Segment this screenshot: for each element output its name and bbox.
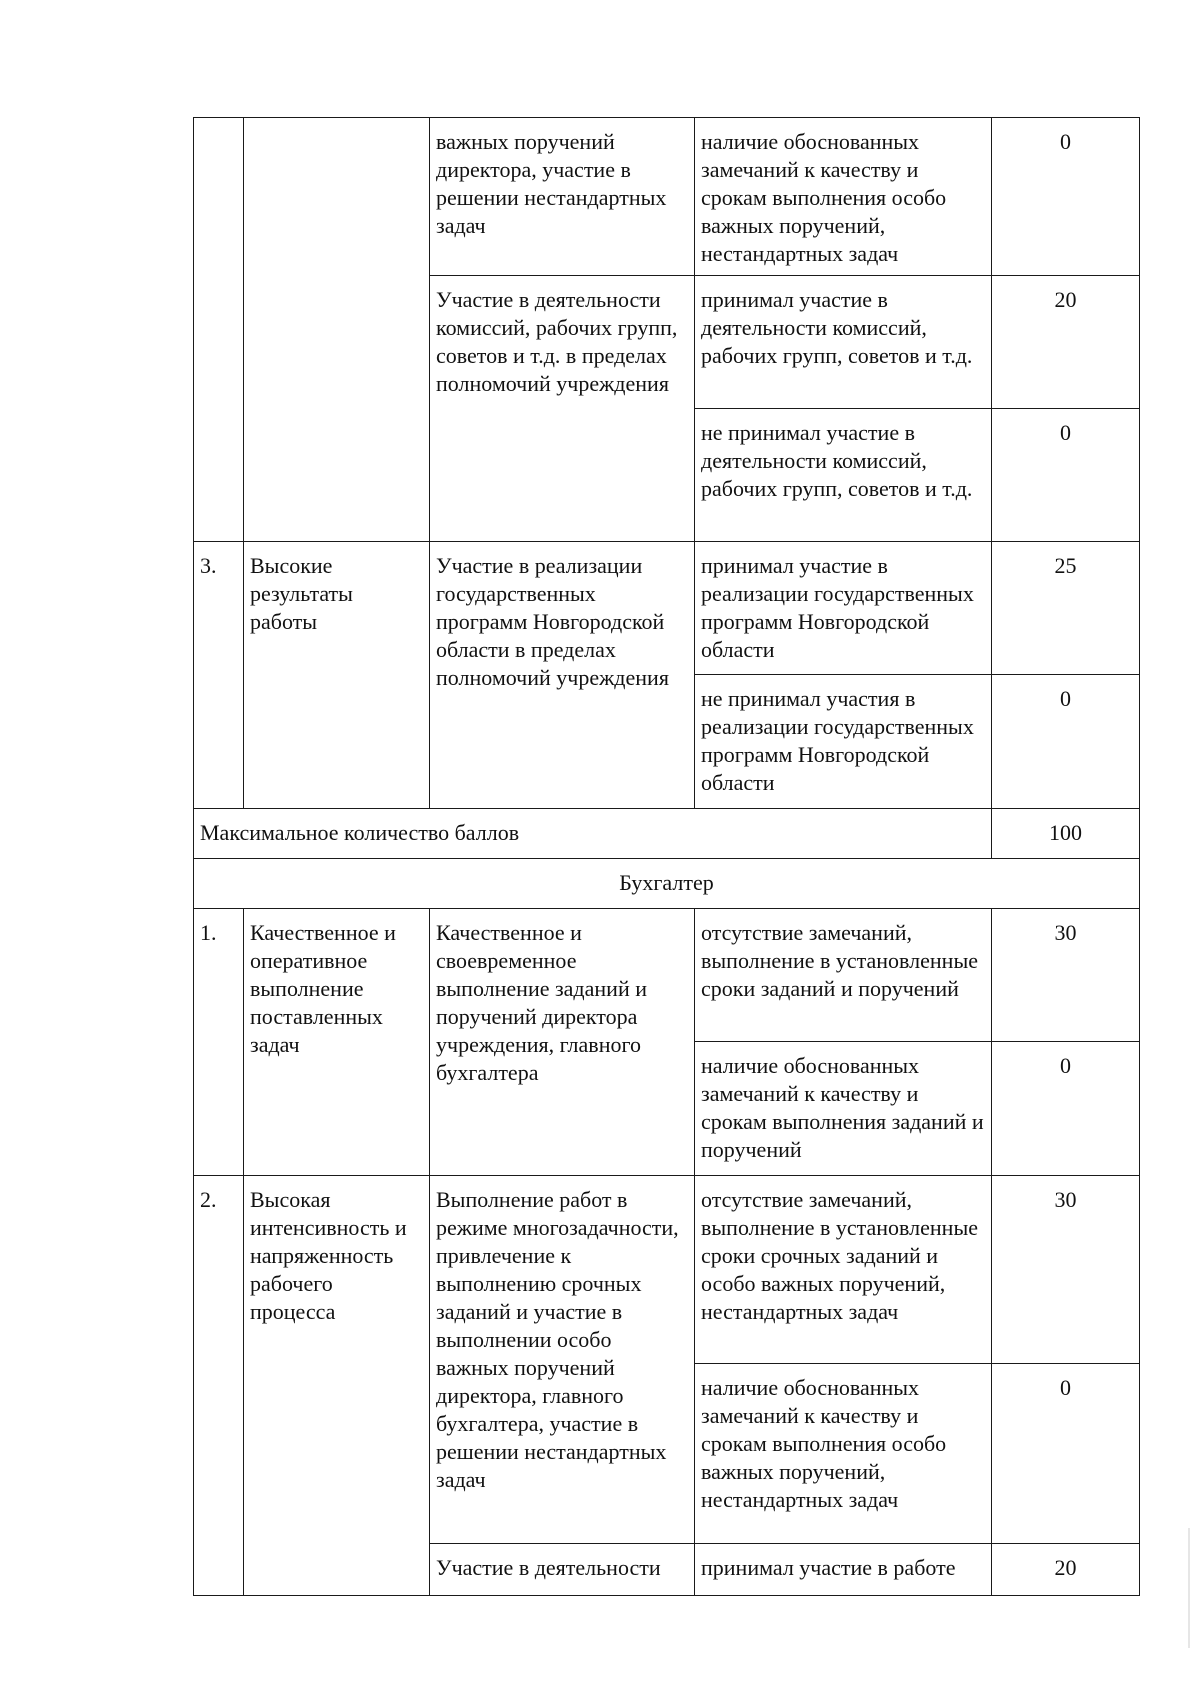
indicator-cell: Участие в деятельности (430, 1544, 695, 1596)
criterion-cell: принимал участие в деятельности комиссий, рабочих групп, советов и т.д. (695, 276, 992, 409)
table-row (194, 542, 1140, 675)
criterion-cell: отсутствие замечаний, выполнение в установленные сроки срочных заданий и особо важных поручений, нестандартных задач (695, 1176, 992, 1364)
criterion-cell: не принимал участия в реализации государственных программ Новгородской области (695, 675, 992, 809)
table-row (194, 1176, 1140, 1364)
criterion-cell: наличие обоснованных замечаний к качеству и срокам выполнения особо важных поручений, нестандартных задач (695, 1364, 992, 1544)
criterion-cell: принимал участие в реализации государственных программ Новгородской области (695, 542, 992, 675)
points-cell: 30 (992, 1176, 1140, 1364)
points-cell: 0 (992, 409, 1140, 542)
row-number-cell (194, 118, 244, 542)
criterion-cell: наличие обоснованных замечаний к качеству и срокам выполнения заданий и поручений (695, 1042, 992, 1176)
points-cell: 30 (992, 909, 1140, 1042)
indicator-cell: Участие в реализации государственных программ Новгородской области в пределах полномочий учреждения (430, 542, 695, 809)
criterion-name-cell (244, 118, 430, 542)
criterion-cell: не принимал участие в деятельности комиссий, рабочих групп, советов и т.д. (695, 409, 992, 542)
points-cell: 0 (992, 1042, 1140, 1176)
max-points-value: 100 (992, 809, 1140, 859)
points-cell: 0 (992, 118, 1140, 276)
criteria-table (193, 117, 1140, 1596)
criterion-cell: принимал участие в работе (695, 1544, 992, 1596)
scan-edge-mark (1188, 1528, 1190, 1648)
points-cell: 0 (992, 1364, 1140, 1544)
table-row (194, 118, 1140, 276)
indicator-cell: Выполнение работ в режиме многозадачности, привлечение к выполнению срочных заданий и участие в выполнении особо важных поручений директора, главного бухгалтера, участие в решении нестандартных задач (430, 1176, 695, 1544)
section-row (194, 859, 1140, 909)
criterion-name-cell: Качественное и оперативное выполнение поставленных задач (244, 909, 430, 1176)
max-points-row (194, 809, 1140, 859)
criterion-name-cell: Высокие результаты работы (244, 542, 430, 809)
criterion-cell: отсутствие замечаний, выполнение в установленные сроки заданий и поручений (695, 909, 992, 1042)
indicator-cell: важных поручений директора, участие в решении нестандартных задач (430, 118, 695, 276)
criterion-name-cell: Высокая интенсивность и напряженность рабочего процесса (244, 1176, 430, 1596)
criterion-cell: наличие обоснованных замечаний к качеству и срокам выполнения особо важных поручений, нестандартных задач (695, 118, 992, 276)
points-cell: 25 (992, 542, 1140, 675)
table-row (194, 909, 1140, 1042)
indicator-cell: Качественное и своевременное выполнение заданий и поручений директора учреждения, главного бухгалтера (430, 909, 695, 1176)
indicator-cell: Участие в деятельности комиссий, рабочих групп, советов и т.д. в пределах полномочий учреждения (430, 276, 695, 542)
row-number-cell: 1. (194, 909, 244, 1176)
row-number-cell: 2. (194, 1176, 244, 1596)
section-title: Бухгалтер (194, 859, 1140, 909)
row-number-cell: 3. (194, 542, 244, 809)
points-cell: 20 (992, 1544, 1140, 1596)
points-cell: 0 (992, 675, 1140, 809)
points-cell: 20 (992, 276, 1140, 409)
max-points-label: Максимальное количество баллов (194, 809, 992, 859)
